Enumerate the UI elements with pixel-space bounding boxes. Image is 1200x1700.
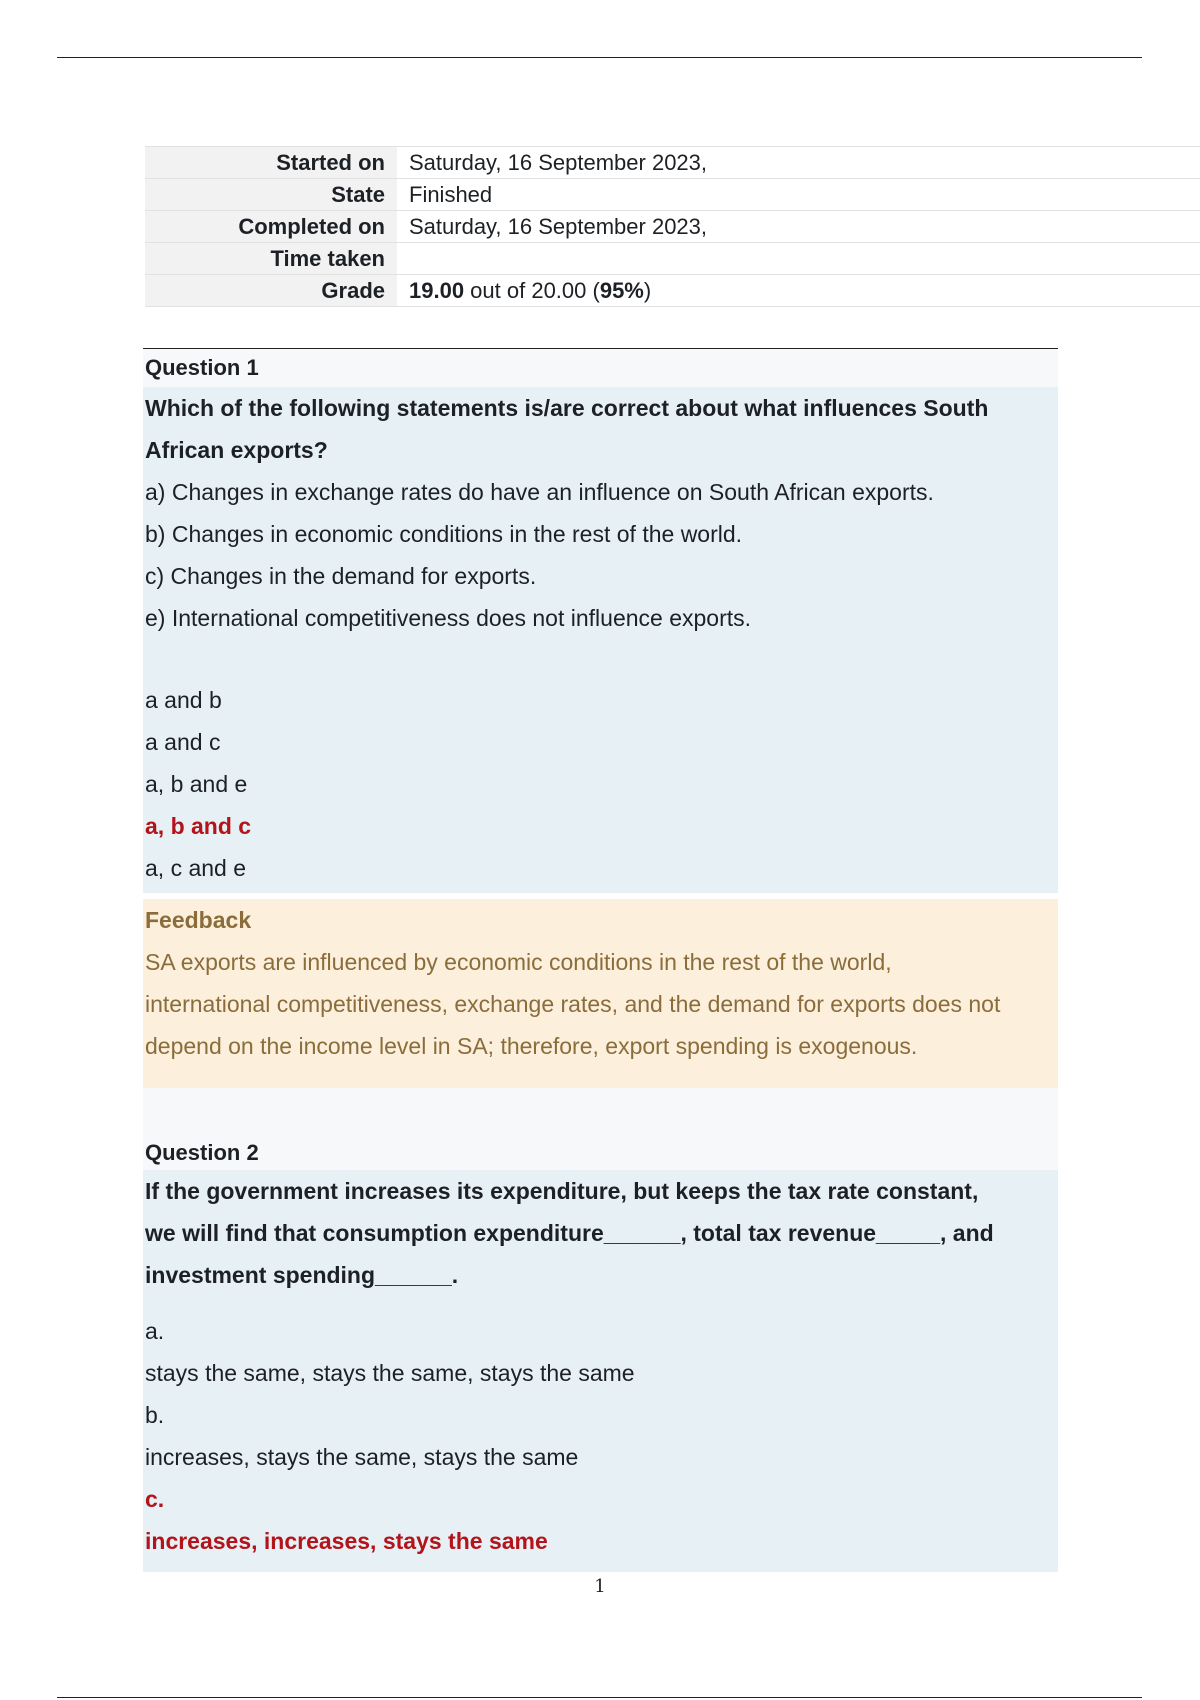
attempt-summary-table [145, 146, 1200, 307]
answer-option[interactable]: a and c [145, 729, 221, 755]
summary-row-time-taken [145, 243, 1200, 275]
grade-close: ) [643, 277, 652, 303]
grade-percent: 95% [599, 277, 644, 303]
question-1 [143, 348, 1058, 1089]
summary-row-started [145, 147, 1200, 179]
header-rule [57, 57, 1142, 58]
question-content [143, 1170, 1058, 1572]
feedback-box [143, 899, 1058, 1089]
summary-label: Grade [145, 275, 397, 307]
spacer [145, 1296, 1056, 1310]
answer-option[interactable]: a, b and e [145, 771, 248, 797]
feedback-text: international competitiveness, exchange rates, and the demand for exports does not [145, 991, 1001, 1017]
feedback-title: Feedback [145, 907, 252, 933]
question-stem: African exports? [145, 437, 328, 463]
grade-points: 19.00 [409, 277, 465, 303]
question-2 [143, 1088, 1058, 1572]
answer-option-correct[interactable]: a, b and c [145, 813, 252, 839]
answer-option[interactable]: a, c and e [145, 855, 247, 881]
feedback-text: depend on the income level in SA; therefore, export spending is exogenous. [145, 1033, 918, 1059]
question-stem: If the government increases its expenditure, but keeps the tax rate constant, [145, 1178, 979, 1204]
answer-option[interactable]: a and b [145, 687, 222, 713]
statement: e) International competitiveness does not influence exports. [145, 605, 752, 631]
answer-option-letter[interactable]: a. [145, 1318, 165, 1344]
summary-label: Started on [145, 147, 397, 179]
summary-label: Completed on [145, 211, 397, 243]
feedback-text: SA exports are influenced by economic conditions in the rest of the world, [145, 949, 892, 975]
grade-value [397, 275, 1200, 307]
answer-option[interactable]: increases, stays the same, stays the same [145, 1444, 579, 1470]
summary-label: Time taken [145, 243, 397, 275]
statement: c) Changes in the demand for exports. [145, 563, 537, 589]
summary-row-grade [145, 275, 1200, 307]
answer-option-correct[interactable]: increases, increases, stays the same [145, 1528, 548, 1554]
question-title: Question 2 [143, 1088, 1058, 1170]
answer-option-letter-correct[interactable]: c. [145, 1486, 165, 1512]
question-content [143, 387, 1058, 893]
summary-value: Finished [397, 179, 1200, 211]
question-stem: investment spending______. [145, 1262, 459, 1288]
spacer [145, 639, 1056, 679]
summary-label: State [145, 179, 397, 211]
summary-row-completed [145, 211, 1200, 243]
grade-total: out of 20.00 ( [464, 277, 600, 303]
summary-value [397, 243, 1200, 275]
footer-rule [57, 1697, 1142, 1698]
question-stem: Which of the following statements is/are correct about what influences South [145, 395, 989, 421]
page-number: 1 [594, 1576, 606, 1597]
summary-value: Saturday, 16 September 2023, [397, 147, 1200, 179]
summary-row-state [145, 179, 1200, 211]
summary-value: Saturday, 16 September 2023, [397, 211, 1200, 243]
answer-option[interactable]: stays the same, stays the same, stays the same [145, 1360, 635, 1386]
question-stem: we will find that consumption expenditure______, total tax revenue_____, and [145, 1220, 994, 1246]
question-title: Question 1 [143, 348, 1058, 387]
statement: b) Changes in economic conditions in the rest of the world. [145, 521, 743, 547]
answer-option-letter[interactable]: b. [145, 1402, 165, 1428]
statement: a) Changes in exchange rates do have an influence on South African exports. [145, 479, 934, 505]
